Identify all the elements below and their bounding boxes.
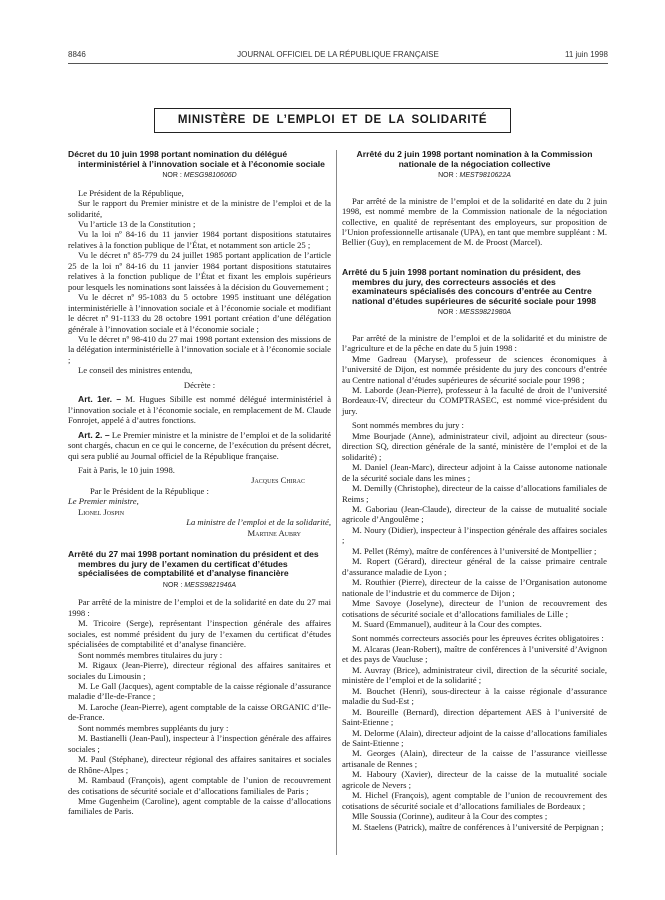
paragraph: Sont nommés membres suppléants du jury : — [78, 722, 229, 733]
paragraph: M. Pellet (Rémy), maître de conférences à l’université de Montpellier ; — [352, 545, 597, 556]
nor-reference — [68, 171, 331, 181]
nor-reference — [68, 581, 331, 591]
article-label: Art. 2. – — [78, 429, 110, 440]
paragraph: Le Président de la République, — [78, 187, 184, 198]
paragraph: M. Daniel (Jean-Marc), directeur adjoint à la Caisse autonome nationale de la sécurité sociale dans les mines ; — [342, 462, 607, 483]
paragraph: M. Routhier (Pierre), directeur de la caisse de l’Organisation autonome nationale de l’industrie et du commerce de Dijon ; — [342, 577, 607, 598]
ministry-banner: MINISTÈRE DE L’EMPLOI ET DE LA SOLIDARITÉ — [154, 108, 511, 133]
paragraph: Vu le décret nº 98-410 du 27 mai 1998 portant extension des missions de la délégation interministérielle à l’innovation sociale et à l’économie sociale ; — [68, 333, 331, 365]
left-column — [68, 150, 331, 829]
article-1 — [68, 394, 331, 425]
running-header — [68, 50, 608, 64]
paragraph: M. Bouchet (Henri), sous-directeur à la caisse régionale d’assurance maladie du Sud-Est ; — [342, 685, 607, 707]
arrete-title: Arrêté du 2 juin 1998 portant nomination à la Commission nationale de la négociation collective — [356, 149, 593, 169]
header-rule — [68, 63, 608, 64]
nor-label: NOR : — [438, 172, 458, 180]
paragraph: Sont nommés membres du jury : — [352, 420, 464, 431]
signature-president: Jacques Chirac — [251, 475, 305, 486]
paragraph: Sont nommés membres titulaires du jury : — [78, 649, 223, 660]
nor-code: MEST9810622A — [459, 172, 511, 180]
article-label: Art. 1er. – — [78, 394, 122, 405]
decrete-heading: Décrète : — [183, 379, 216, 390]
paragraph: Le conseil des ministres entendu, — [78, 365, 193, 376]
par-le-president: Par le Président de la République : — [90, 485, 209, 496]
paragraph: M. Tricoire (Serge), représentant l’inspection générale des affaires sociales, est nommé président du jury de l’examen du certificat d’études spécialisées de comptabilité et d’analyse financière. — [68, 618, 331, 650]
page-number: 8846 — [68, 50, 86, 59]
paragraph: M. Rigaux (Jean-Pierre), directeur régional des affaires sanitaires et sociales du Limousin ; — [68, 660, 331, 681]
paragraph: M. Hichel (François), agent comptable de l’union de recouvrement des cotisations de sécurité sociale et d’allocations familiales de Bordeaux ; — [342, 790, 607, 811]
paragraph: M. Auvray (Brice), administrateur civil, direction de la sécurité sociale, ministère de l’emploi et de la solidarité ; — [342, 664, 607, 686]
nor-reference — [342, 171, 607, 181]
right-column — [342, 150, 607, 844]
article-2 — [68, 430, 331, 461]
ministre-title: La ministre de l’emploi et de la solidarité, — [186, 517, 331, 528]
paragraph: M. Ropert (Gérard), directeur général de la caisse primaire centrale d’assurance maladie de Lyon ; — [342, 556, 607, 577]
paragraph: M. Staelens (Patrick), maître de conférences à l’université de Perpignan ; — [352, 821, 604, 832]
paragraph: M. Georges (Alain), directeur de la caisse de l’assurance vieillesse artisanale de Rennes ; — [342, 748, 607, 769]
paragraph: M. Laroche (Jean-Pierre), agent comptable de la caisse ORGANIC d’Ile-de-France. — [68, 701, 331, 723]
nor-label: NOR : — [162, 581, 183, 589]
paragraph: M. Rambaud (François), agent comptable de l’union de recouvrement des cotisations de sécurité sociale et d’allocations familiales de Paris ; — [68, 775, 331, 796]
nor-code: MESS9821946A — [184, 581, 237, 589]
decret-title: Décret du 10 juin 1998 portant nomination du délégué interministériel à l’innovation sociale et à l’économie sociale — [68, 149, 325, 169]
paragraph: Par arrêté de la ministre de l’emploi et de la solidarité et du ministre de l’agriculture et de la pêche en date du 5 juin 1998 : — [342, 332, 607, 354]
paragraph: Vu l’article 13 de la Constitution ; — [78, 219, 196, 229]
paragraph: M. Le Gall (Jacques), agent comptable de la caisse régionale d’assurance maladie d’Ile-de-France ; — [68, 681, 331, 702]
article-text: Le Premier ministre et la ministre de l’emploi et de la solidarité sont chargés, chacun en ce qui le concerne, de l’exécution du présent décret, qui sera publié au Journal officiel de la République française. — [68, 429, 331, 461]
paragraph: M. Suard (Emmanuel), auditeur à la Cour des comptes. — [352, 618, 542, 629]
arrete-title: Arrêté du 5 juin 1998 portant nomination du président, des membres du jury, des correcteurs associés et des examinateurs spécialisés des concours d’entrée au Centre national d’études supérieures de sécurité sociale pour 1998 — [342, 266, 597, 306]
paragraph: M. Paul (Stéphane), directeur régional des affaires sanitaires et sociales de Rhône-Alpes ; — [68, 754, 331, 775]
nor-label: NOR : — [162, 172, 182, 180]
arrete-27-mai — [68, 550, 331, 817]
paragraph: M. Bastianelli (Jean-Paul), inspecteur à l’inspection générale des affaires sociales ; — [68, 733, 331, 754]
decret-10-juin — [68, 150, 331, 538]
arrete-5-juin — [342, 268, 607, 832]
paragraph: Mme Gadreau (Maryse), professeur de sciences économiques à l’université de Dijon, est nommée présidente du jury des concours d’entrée au Centre national d’études supérieures de sécurité sociale pour 1998 ; — [342, 353, 607, 385]
paragraph: Mme Gugenheim (Caroline), agent comptable de la caisse d’allocations familiales de Paris. — [68, 795, 331, 817]
paragraph: Vu le décret nº 85-779 du 24 juillet 1985 portant application de l’article 25 de la loi nº 84-16 du 11 janvier 1984 portant dispositions statutaires relatives à la fonction publique de l’État et fixant les emplois supérieurs pour lesquels les nominations sont laissées à la décision du Gouvernement ; — [68, 250, 331, 292]
paragraph: M. Delorme (Alain), directeur adjoint de la caisse d’allocations familiales de Saint-Etienne ; — [342, 727, 607, 748]
paragraph: M. Demilly (Christophe), directeur de la caisse d’allocations familiales de Reims ; — [342, 483, 607, 504]
paragraph: M. Noury (Didier), inspecteur à l’inspection générale des affaires sociales ; — [342, 524, 607, 546]
premier-ministre-name: Lionel Jospin — [78, 506, 125, 517]
paragraph: Mme Bourjade (Anne), administrateur civil, adjoint au directeur (sous-direction SQ, direction générale de la santé, ministère de l’emploi et de la solidarité) ; — [342, 430, 607, 462]
fait-a-paris: Fait à Paris, le 10 juin 1998. — [78, 464, 175, 475]
paragraph: Sont nommés correcteurs associés pour les épreuves écrites obligatoires : — [352, 633, 604, 644]
ministre-name: Martine Aubry — [247, 527, 301, 538]
paragraph: M. Laborde (Jean-Pierre), professeur à la faculté de droit de l’université Bordeaux-IV, directeur du COMPTRASEC, est nommé vice-président du jury. — [342, 385, 607, 416]
paragraph: Sur le rapport du Premier ministre et de la ministre de l’emploi et de la solidarité, — [68, 198, 331, 219]
paragraph: M. Boureille (Bernard), direction département AES à l’université de Saint-Etienne ; — [342, 706, 607, 728]
paragraph: Vu la loi nº 84-16 du 11 janvier 1984 portant dispositions statutaires relatives à la fonction publique de l’État, et notamment son article 25 ; — [68, 229, 331, 250]
column-divider — [336, 150, 337, 855]
paragraph: Par arrêté de la ministre de l’emploi et de la solidarité en date du 2 juin 1998, est nommé membre de la Commission nationale de la négociation collective, en qualité de représentant des employeurs, sur proposition de l’Union professionnelle artisanale (UPA), en tant que membre suppléant : M. Bellier (Guy), en remplacement de M. de Proost (Marcel). — [342, 195, 607, 248]
paragraph: Par arrêté de la ministre de l’emploi et de la solidarité en date du 27 mai 1998 : — [68, 597, 331, 618]
issue-date: 11 juin 1998 — [565, 50, 608, 59]
arrete-title: Arrêté du 27 mai 1998 portant nomination du président et des membres du jury de l’examen du certificat d’études spécialisées de comptabilité et d’analyse financière — [68, 549, 319, 579]
premier-ministre-title: Le Premier ministre, — [68, 496, 139, 507]
paragraph: M. Alcaras (Jean-Robert), maître de conférences à l’université d’Avignon et des pays de Vaucluse ; — [342, 643, 607, 665]
paragraph: Mlle Soussia (Corinne), auditeur à la Cour des comptes ; — [352, 811, 548, 822]
paragraph: M. Gaboriau (Jean-Claude), directeur de la caisse de mutualité sociale agricole d’Angoulême ; — [342, 503, 607, 525]
nor-code: MESG9810606D — [183, 172, 237, 180]
paragraph: Vu le décret nº 95-1083 du 5 octobre 1995 instituant une délégation interministérielle à l’innovation sociale et à l’économie sociale et modifiant le décret nº 91-1133 du 28 octobre 1991 portant création d’une délégation générale à l’innovation sociale et à l’économie sociale ; — [68, 292, 331, 334]
arrete-2-juin — [342, 150, 607, 248]
paragraph: Mme Savoye (Joselyne), directeur de l’union de recouvrement des cotisations de sécurité sociale et d’allocations familiales de Lille ; — [342, 598, 607, 619]
nor-label: NOR : — [437, 309, 458, 317]
nor-code: MESS9821980A — [459, 309, 512, 317]
nor-reference — [342, 308, 607, 318]
journal-title: JOURNAL OFFICIEL DE LA RÉPUBLIQUE FRANÇAISE — [237, 50, 439, 59]
paragraph: M. Haboury (Xavier), directeur de la caisse de la mutualité sociale agricole de Nevers ; — [342, 769, 607, 790]
article-text: M. Hugues Sibille est nommé délégué interministériel à l’innovation sociale et à l’économie sociale, en remplacement de M. Claude Fonrojet, appelé à d’autres fonctions. — [68, 394, 332, 426]
